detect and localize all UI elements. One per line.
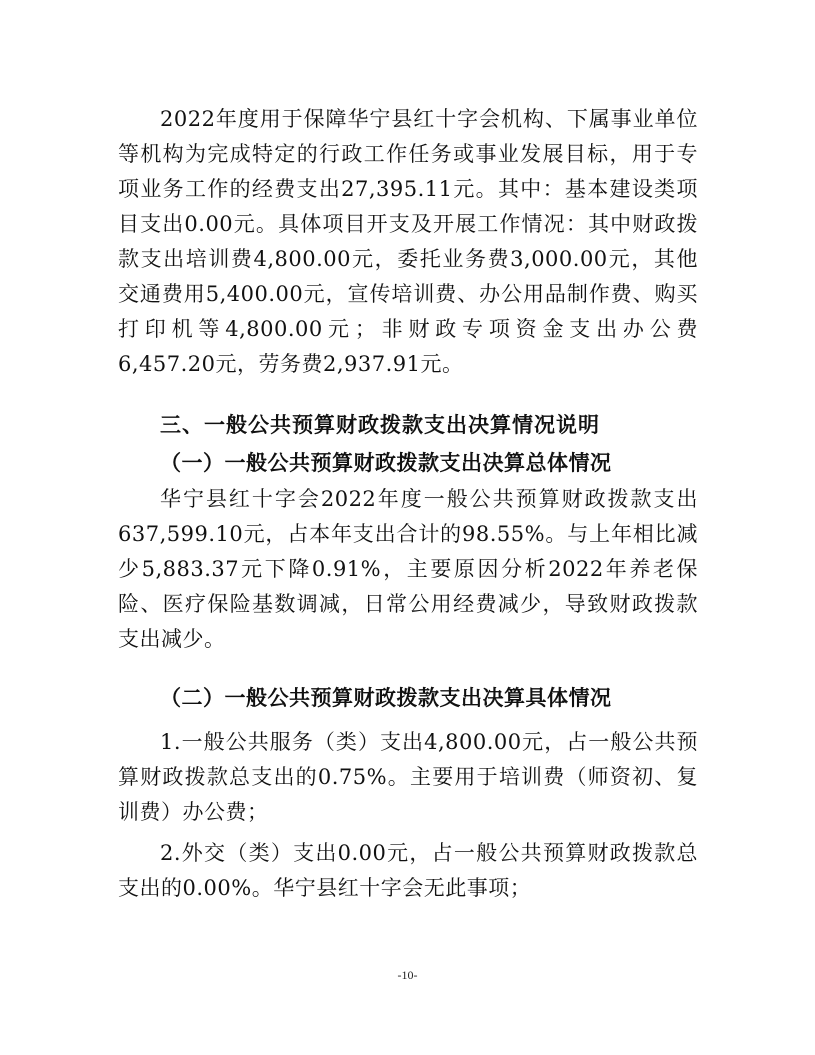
section-heading: 三、一般公共预算财政拨款支出决算情况说明	[160, 413, 600, 437]
body-paragraph-diplomacy: 2.外交（类）支出0.00元，占一般公共预算财政拨款总支出的0.00%。华宁县红十字会无此事项；	[118, 841, 698, 900]
body-paragraph-public-services: 1.一般公共服务（类）支出4,800.00元，占一般公共预算财政拨款总支出的0.75%。主要用于培训费（师资初、复训费）办公费；	[118, 730, 698, 824]
subsection-heading-details: （二）一般公共预算财政拨款支出决算具体情况	[160, 685, 612, 710]
body-paragraph-special-funds: 2022年度用于保障华宁县红十字会机构、下属事业单位等机构为完成特定的行政工作任务或事业发展目标，用于专项业务工作的经费支出27,395.11元。其中：基本建设类项目支出0.00元。具体项目开支及开展工作情况：其中财政拨款支出培训费4,800.00元，委托业务费3,000.00元，其他交通费用5,400.00元，宣传培训费、办公用品制作费、购买打印机等4,800.00元；非财政专项资金支出办公费6,457.20元，劳务费2,937.91元。	[118, 107, 698, 376]
page-number: -10-	[397, 968, 418, 982]
body-paragraph-overall: 华宁县红十字会2022年度一般公共预算财政拨款支出637,599.10元，占本年支出合计的98.55%。与上年相比减少5,883.37元下降0.91%，主要原因分析2022年养老保险、医疗保险基数调减，日常公用经费减少，导致财政拨款支出减少。	[118, 487, 698, 651]
subsection-heading-overall: （一）一般公共预算财政拨款支出决算总体情况	[160, 450, 612, 475]
